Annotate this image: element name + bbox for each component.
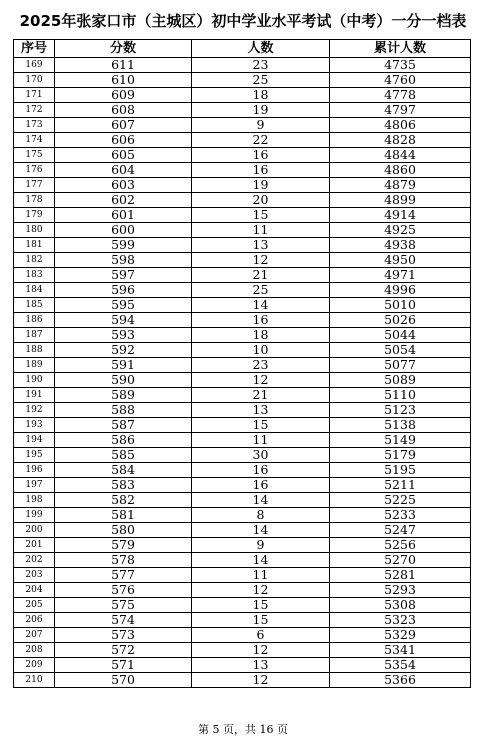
cell-cumulative: 4828 — [330, 133, 471, 148]
cell-score: 600 — [55, 223, 192, 238]
table-row — [14, 223, 471, 238]
cell-count: 15 — [192, 613, 330, 628]
cell-score: 593 — [55, 328, 192, 343]
cell-seq: 187 — [14, 328, 55, 343]
cell-cumulative: 4996 — [330, 283, 471, 298]
cell-score: 588 — [55, 403, 192, 418]
table-row — [14, 538, 471, 553]
table-row — [14, 118, 471, 133]
cell-seq: 181 — [14, 238, 55, 253]
table-row — [14, 73, 471, 88]
cell-count: 19 — [192, 178, 330, 193]
cell-count: 16 — [192, 313, 330, 328]
table-row — [14, 388, 471, 403]
table-row — [14, 88, 471, 103]
cell-seq: 204 — [14, 583, 55, 598]
table-row — [14, 283, 471, 298]
cell-cumulative: 5308 — [330, 598, 471, 613]
cell-count: 16 — [192, 163, 330, 178]
table-body — [14, 58, 471, 688]
cell-cumulative: 5211 — [330, 478, 471, 493]
cell-seq: 188 — [14, 343, 55, 358]
cell-cumulative: 5329 — [330, 628, 471, 643]
cell-count: 18 — [192, 328, 330, 343]
cell-score: 576 — [55, 583, 192, 598]
cell-count: 25 — [192, 73, 330, 88]
cell-seq: 179 — [14, 208, 55, 223]
cell-score: 585 — [55, 448, 192, 463]
table-row — [14, 238, 471, 253]
cell-count: 13 — [192, 403, 330, 418]
table-row — [14, 673, 471, 688]
cell-seq: 201 — [14, 538, 55, 553]
cell-count: 14 — [192, 298, 330, 313]
cell-count: 16 — [192, 478, 330, 493]
table-row — [14, 523, 471, 538]
cell-score: 583 — [55, 478, 192, 493]
cell-score: 582 — [55, 493, 192, 508]
cell-count: 10 — [192, 343, 330, 358]
table-row — [14, 568, 471, 583]
table-row — [14, 433, 471, 448]
cell-seq: 178 — [14, 193, 55, 208]
cell-count: 15 — [192, 418, 330, 433]
cell-cumulative: 4860 — [330, 163, 471, 178]
cell-score: 602 — [55, 193, 192, 208]
cell-count: 12 — [192, 583, 330, 598]
cell-score: 584 — [55, 463, 192, 478]
cell-cumulative: 5323 — [330, 613, 471, 628]
cell-seq: 191 — [14, 388, 55, 403]
table-row — [14, 328, 471, 343]
cell-score: 610 — [55, 73, 192, 88]
cell-score: 574 — [55, 613, 192, 628]
table-row — [14, 373, 471, 388]
cell-seq: 177 — [14, 178, 55, 193]
cell-seq: 196 — [14, 463, 55, 478]
cell-seq: 192 — [14, 403, 55, 418]
cell-seq: 208 — [14, 643, 55, 658]
cell-cumulative: 5293 — [330, 583, 471, 598]
table-row — [14, 613, 471, 628]
table-row — [14, 598, 471, 613]
cell-score: 575 — [55, 598, 192, 613]
table-row — [14, 163, 471, 178]
table-row — [14, 643, 471, 658]
cell-seq: 185 — [14, 298, 55, 313]
cell-score: 598 — [55, 253, 192, 268]
cell-seq: 184 — [14, 283, 55, 298]
table-row — [14, 553, 471, 568]
cell-count: 6 — [192, 628, 330, 643]
cell-count: 11 — [192, 433, 330, 448]
cell-count: 22 — [192, 133, 330, 148]
table-row — [14, 178, 471, 193]
table-row — [14, 448, 471, 463]
cell-count: 11 — [192, 568, 330, 583]
header-cumulative: 累计人数 — [330, 40, 471, 58]
cell-cumulative: 5077 — [330, 358, 471, 373]
cell-score: 609 — [55, 88, 192, 103]
cell-count: 12 — [192, 253, 330, 268]
cell-score: 603 — [55, 178, 192, 193]
cell-cumulative: 5256 — [330, 538, 471, 553]
table-row — [14, 508, 471, 523]
cell-seq: 170 — [14, 73, 55, 88]
cell-seq: 209 — [14, 658, 55, 673]
cell-score: 604 — [55, 163, 192, 178]
cell-count: 8 — [192, 508, 330, 523]
cell-cumulative: 5225 — [330, 493, 471, 508]
cell-cumulative: 5110 — [330, 388, 471, 403]
cell-cumulative: 4806 — [330, 118, 471, 133]
cell-cumulative: 5233 — [330, 508, 471, 523]
cell-score: 596 — [55, 283, 192, 298]
cell-seq: 202 — [14, 553, 55, 568]
page-footer: 第 5 页，共 16 页 — [198, 723, 288, 736]
cell-seq: 199 — [14, 508, 55, 523]
cell-count: 23 — [192, 58, 330, 73]
table-row — [14, 208, 471, 223]
cell-seq: 210 — [14, 673, 55, 688]
cell-score: 586 — [55, 433, 192, 448]
table-row — [14, 103, 471, 118]
cell-count: 12 — [192, 373, 330, 388]
cell-score: 579 — [55, 538, 192, 553]
table-row — [14, 358, 471, 373]
cell-seq: 174 — [14, 133, 55, 148]
cell-seq: 176 — [14, 163, 55, 178]
cell-score: 572 — [55, 643, 192, 658]
cell-score: 581 — [55, 508, 192, 523]
cell-cumulative: 5247 — [330, 523, 471, 538]
cell-cumulative: 4950 — [330, 253, 471, 268]
cell-seq: 186 — [14, 313, 55, 328]
cell-score: 580 — [55, 523, 192, 538]
header-seq: 序号 — [14, 40, 55, 58]
cell-cumulative: 5270 — [330, 553, 471, 568]
cell-cumulative: 5123 — [330, 403, 471, 418]
cell-score: 592 — [55, 343, 192, 358]
cell-cumulative: 4735 — [330, 58, 471, 73]
cell-seq: 180 — [14, 223, 55, 238]
cell-score: 601 — [55, 208, 192, 223]
cell-seq: 200 — [14, 523, 55, 538]
table-row — [14, 343, 471, 358]
cell-cumulative: 4797 — [330, 103, 471, 118]
table-row — [14, 148, 471, 163]
cell-score: 595 — [55, 298, 192, 313]
cell-count: 18 — [192, 88, 330, 103]
cell-cumulative: 5044 — [330, 328, 471, 343]
cell-seq: 189 — [14, 358, 55, 373]
cell-count: 9 — [192, 118, 330, 133]
header-count: 人数 — [192, 40, 330, 58]
cell-cumulative: 5366 — [330, 673, 471, 688]
cell-count: 25 — [192, 283, 330, 298]
cell-count: 12 — [192, 643, 330, 658]
table-row — [14, 463, 471, 478]
cell-cumulative: 4760 — [330, 73, 471, 88]
cell-cumulative: 4971 — [330, 268, 471, 283]
cell-seq: 182 — [14, 253, 55, 268]
cell-cumulative: 5179 — [330, 448, 471, 463]
cell-score: 591 — [55, 358, 192, 373]
cell-cumulative: 5354 — [330, 658, 471, 673]
score-table — [13, 39, 471, 688]
table-row — [14, 268, 471, 283]
table-row — [14, 193, 471, 208]
cell-count: 16 — [192, 463, 330, 478]
cell-cumulative: 5149 — [330, 433, 471, 448]
cell-cumulative: 5054 — [330, 343, 471, 358]
cell-seq: 193 — [14, 418, 55, 433]
table-row — [14, 628, 471, 643]
cell-seq: 197 — [14, 478, 55, 493]
table-row — [14, 133, 471, 148]
cell-score: 608 — [55, 103, 192, 118]
cell-score: 577 — [55, 568, 192, 583]
cell-cumulative: 4778 — [330, 88, 471, 103]
table-row — [14, 58, 471, 73]
cell-cumulative: 4844 — [330, 148, 471, 163]
cell-count: 21 — [192, 268, 330, 283]
cell-score: 590 — [55, 373, 192, 388]
cell-score: 597 — [55, 268, 192, 283]
table-row — [14, 313, 471, 328]
cell-score: 599 — [55, 238, 192, 253]
cell-score: 570 — [55, 673, 192, 688]
table-row — [14, 493, 471, 508]
cell-seq: 171 — [14, 88, 55, 103]
cell-seq: 190 — [14, 373, 55, 388]
cell-count: 14 — [192, 493, 330, 508]
cell-seq: 169 — [14, 58, 55, 73]
cell-score: 587 — [55, 418, 192, 433]
cell-count: 19 — [192, 103, 330, 118]
cell-score: 606 — [55, 133, 192, 148]
cell-score: 573 — [55, 628, 192, 643]
cell-count: 23 — [192, 358, 330, 373]
cell-count: 15 — [192, 208, 330, 223]
table-row — [14, 478, 471, 493]
cell-seq: 207 — [14, 628, 55, 643]
table-row — [14, 583, 471, 598]
cell-count: 11 — [192, 223, 330, 238]
cell-score: 607 — [55, 118, 192, 133]
cell-count: 16 — [192, 148, 330, 163]
cell-seq: 195 — [14, 448, 55, 463]
cell-score: 594 — [55, 313, 192, 328]
page-title: 2025年张家口市（主城区）初中学业水平考试（中考）一分一档表 — [19, 12, 467, 30]
cell-seq: 198 — [14, 493, 55, 508]
cell-count: 21 — [192, 388, 330, 403]
cell-count: 20 — [192, 193, 330, 208]
cell-seq: 203 — [14, 568, 55, 583]
cell-score: 578 — [55, 553, 192, 568]
cell-seq: 205 — [14, 598, 55, 613]
cell-cumulative: 4879 — [330, 178, 471, 193]
cell-count: 13 — [192, 658, 330, 673]
table-row — [14, 403, 471, 418]
cell-cumulative: 5138 — [330, 418, 471, 433]
table-row — [14, 418, 471, 433]
cell-seq: 172 — [14, 103, 55, 118]
cell-cumulative: 5089 — [330, 373, 471, 388]
cell-count: 14 — [192, 523, 330, 538]
cell-score: 589 — [55, 388, 192, 403]
cell-score: 611 — [55, 58, 192, 73]
cell-cumulative: 4899 — [330, 193, 471, 208]
cell-count: 9 — [192, 538, 330, 553]
cell-seq: 183 — [14, 268, 55, 283]
cell-cumulative: 5281 — [330, 568, 471, 583]
cell-count: 13 — [192, 238, 330, 253]
cell-score: 605 — [55, 148, 192, 163]
cell-cumulative: 4938 — [330, 238, 471, 253]
cell-seq: 173 — [14, 118, 55, 133]
header-score: 分数 — [55, 40, 192, 58]
cell-cumulative: 5010 — [330, 298, 471, 313]
cell-cumulative: 4914 — [330, 208, 471, 223]
table-header-row — [14, 40, 471, 58]
cell-cumulative: 5341 — [330, 643, 471, 658]
cell-count: 15 — [192, 598, 330, 613]
cell-count: 14 — [192, 553, 330, 568]
cell-count: 12 — [192, 673, 330, 688]
table-row — [14, 658, 471, 673]
cell-cumulative: 5195 — [330, 463, 471, 478]
cell-cumulative: 4925 — [330, 223, 471, 238]
cell-seq: 175 — [14, 148, 55, 163]
cell-count: 30 — [192, 448, 330, 463]
cell-cumulative: 5026 — [330, 313, 471, 328]
table-row — [14, 298, 471, 313]
cell-seq: 194 — [14, 433, 55, 448]
cell-seq: 206 — [14, 613, 55, 628]
table-row — [14, 253, 471, 268]
cell-score: 571 — [55, 658, 192, 673]
